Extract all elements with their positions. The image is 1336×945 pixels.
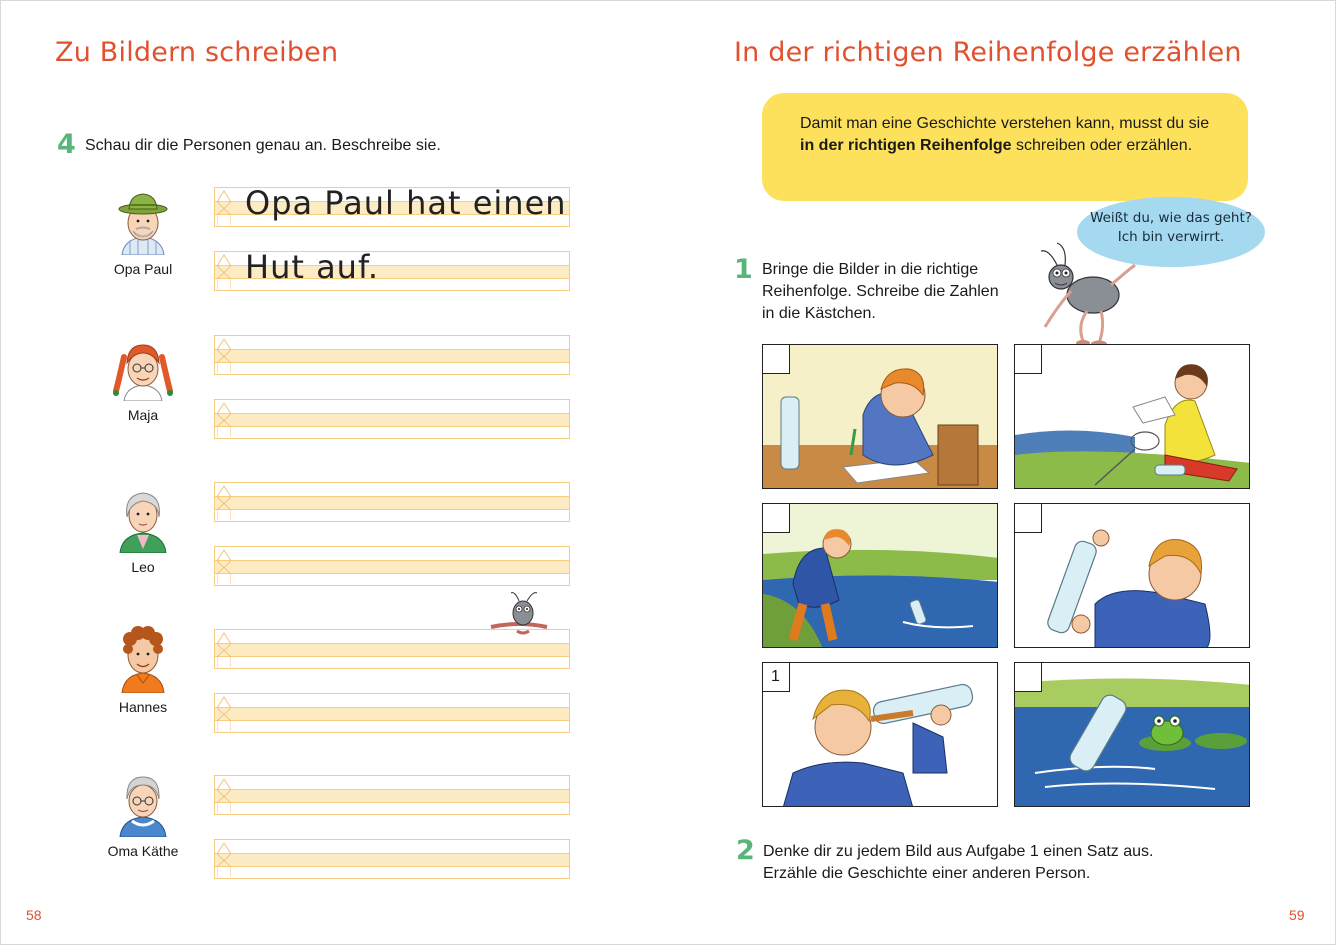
line-gauge-icon: [217, 337, 231, 373]
line-gauge-icon: [217, 189, 231, 225]
writing-line[interactable]: [214, 399, 570, 439]
task-4-number: 4: [57, 129, 76, 160]
order-number-box[interactable]: [762, 503, 790, 533]
ant-mascot-icon: [1027, 237, 1139, 349]
line-gauge-icon: [217, 841, 231, 877]
writing-line[interactable]: [214, 248, 570, 291]
panel-bottle-in-lake-image: [1015, 663, 1250, 807]
task-1-number: 1: [734, 254, 753, 285]
info-text-bold: in der richtigen Reihenfolge: [800, 137, 1012, 154]
left-page-title: Zu Bildern schreiben: [55, 37, 339, 68]
person-opa-paul: [83, 189, 203, 277]
person-hannes: [83, 617, 203, 715]
line-gauge-icon: [217, 777, 231, 813]
line-gauge-icon: [217, 548, 231, 584]
writing-line[interactable]: [214, 482, 570, 522]
bug-mascot-icon: [489, 587, 551, 637]
panel-boy-drinking-image: [763, 663, 998, 807]
order-number-box[interactable]: 1: [762, 662, 790, 692]
writing-line[interactable]: [214, 839, 570, 879]
page-number-left: 58: [26, 907, 42, 923]
writing-line[interactable]: [214, 184, 570, 227]
person-name: Opa Paul: [113, 261, 173, 277]
person-maja: [83, 335, 203, 423]
opa-paul-portrait: [108, 189, 178, 255]
leo-portrait: [108, 483, 178, 553]
info-box: [762, 93, 1248, 201]
bubble-line-1: Weißt du, wie das geht?: [1090, 210, 1252, 226]
order-number-box[interactable]: [762, 344, 790, 374]
writing-line[interactable]: [214, 775, 570, 815]
line-gauge-icon: [217, 695, 231, 731]
panel-girl-reading-image: [1015, 345, 1250, 489]
oma-kaethe-portrait: [108, 771, 178, 837]
order-number-box[interactable]: [1014, 503, 1042, 533]
right-page-title: In der richtigen Reihenfolge erzählen: [734, 37, 1242, 68]
person-name: Hannes: [118, 699, 168, 715]
task-1-line-3: in die Kästchen.: [762, 305, 876, 322]
story-panel: [762, 662, 998, 807]
person-oma-kaethe: [83, 771, 203, 859]
panel-boy-writing-image: [763, 345, 998, 489]
order-number-box[interactable]: [1014, 662, 1042, 692]
task-2-line-2: Erzähle die Geschichte einer anderen Person.: [763, 865, 1091, 882]
person-name: Maja: [127, 407, 159, 423]
line-gauge-icon: [217, 253, 231, 289]
story-panel: [1014, 662, 1250, 807]
story-panel: [762, 503, 998, 648]
order-number-box[interactable]: [1014, 344, 1042, 374]
writing-line[interactable]: [214, 335, 570, 375]
panel-boy-opening-bottle-image: [1015, 504, 1250, 648]
panel-boy-at-river-image: [763, 504, 998, 648]
task-4-instruction: Schau dir die Personen genau an. Beschreibe sie.: [85, 137, 441, 154]
task-2-instruction: [763, 841, 1153, 885]
story-panel: [1014, 344, 1250, 489]
line-gauge-icon: [217, 484, 231, 520]
writing-line[interactable]: [214, 693, 570, 733]
bubble-line-2: Ich bin verwirrt.: [1117, 229, 1225, 245]
task-2-line-1: Denke dir zu jedem Bild aus Aufgabe 1 einen Satz aus.: [763, 843, 1154, 860]
person-leo: [83, 483, 203, 575]
info-text-before: Damit man eine Geschichte verstehen kann, musst du sie: [800, 115, 1210, 132]
task-1-line-1: Bringe die Bilder in die richtige: [762, 261, 979, 278]
task-1-instruction: [762, 259, 999, 325]
line-gauge-icon: [217, 401, 231, 437]
hannes-portrait: [108, 617, 178, 693]
info-text-after: schreiben oder erzählen.: [1011, 137, 1193, 154]
story-panel: [1014, 503, 1250, 648]
line-gauge-icon: [217, 631, 231, 667]
handwritten-answer: Opa Paul hat einen: [245, 184, 567, 222]
task-1-line-2: Reihenfolge. Schreibe die Zahlen: [762, 283, 999, 300]
handwritten-answer: Hut auf.: [245, 248, 380, 286]
writing-line[interactable]: [214, 546, 570, 586]
person-name: Leo: [131, 559, 155, 575]
maja-portrait: [108, 335, 178, 401]
page-number-right: 59: [1289, 907, 1305, 923]
task-2-number: 2: [736, 835, 755, 866]
person-name: Oma Käthe: [107, 843, 179, 859]
story-panel: [762, 344, 998, 489]
